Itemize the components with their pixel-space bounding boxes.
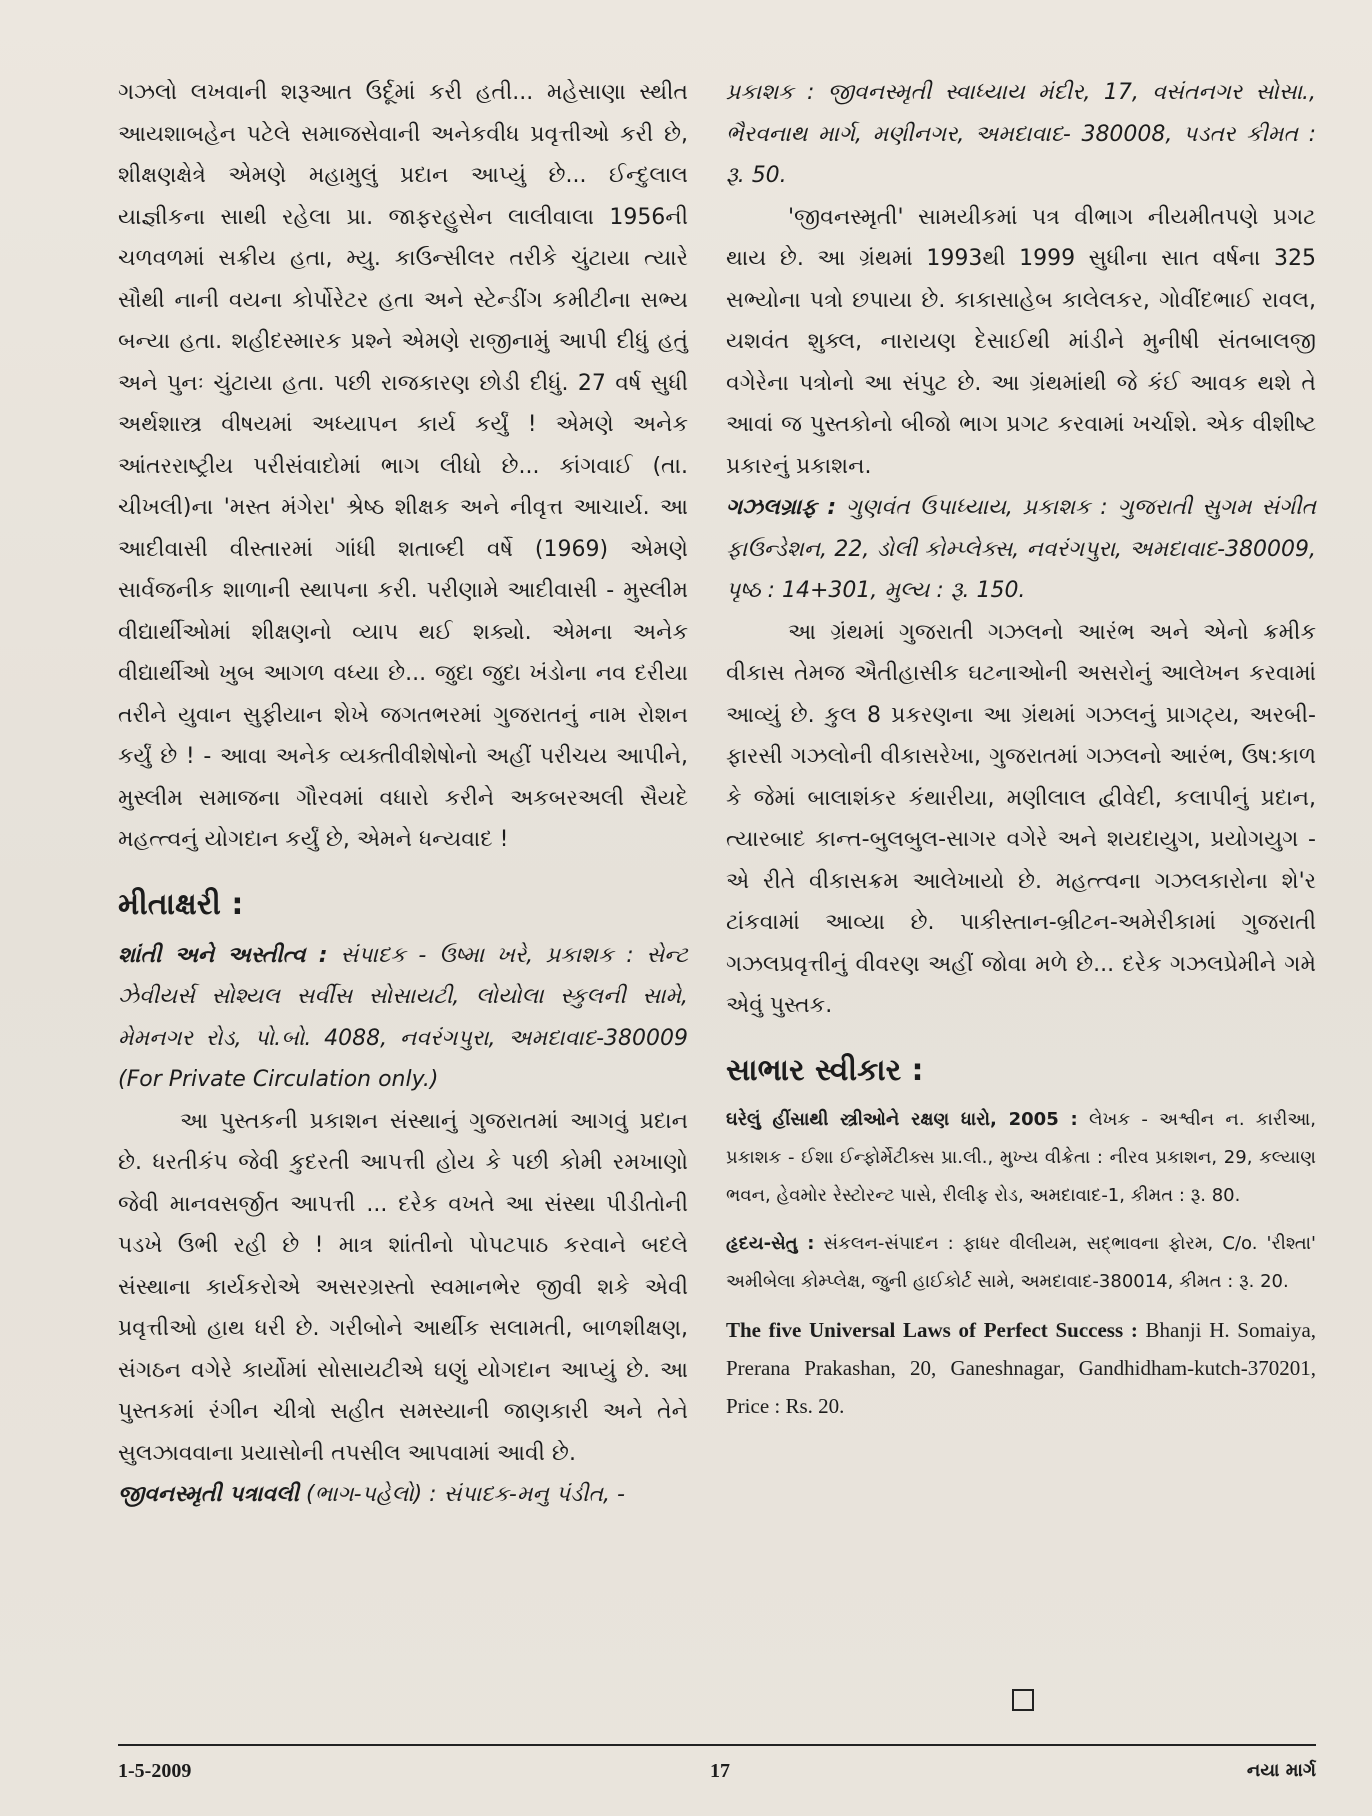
paragraph-intro: ગઝલો લખવાની શરૂઆત ઉર્દૂમાં કરી હતી... મહેસાણા સ્થીત આયશાબહેન પટેલે સમાજસેવાની અનેકવીધ પ્રવૃત્તીઓ કરી છે, શીક્ષણક્ષેત્રે એમણે મહામુલું પ્રદાન આપ્યું છે... ઈન્દુલાલ યાજ્ઞીકના સાથી રહેલા પ્રા. જાફરહુસેન લાલીવાલા 1956ની ચળવળમાં સક્રીય હતા, મ્યુ. કાઉન્સીલર તરીકે ચુંટાયા ત્યારે સૌથી નાની વયના કોર્પોરેટર હતા અને સ્ટેન્ડીંગ કમીટીના સભ્ય બન્યા હતા. શહીદસ્મારક પ્રશ્ને એમણે રાજીનામું આપી દીધું હતું અને પુનઃ ચુંટાયા હતા. પછી રાજકારણ છોડી દીધું. 27 વર્ષ સુધી અર્થશાસ્ત્ર વીષયમાં અધ્યાપન કાર્ય કર્યું ! એમણે અનેક આંતરરાષ્ટ્રીય પરીસંવાદોમાં ભાગ લીધો છે... કાંગવાઈ (તા. ચીખલી)ના 'મસ્ત મંગેરા' શ્રેષ્ઠ શીક્ષક અને નીવૃત્ત આચાર્ય. આ આદીવાસી વીસ્તારમાં ગાંધી શતાબ્દી વર્ષે (1969) એમણે સાર્વજનીક શાળાની સ્થાપના કરી. પરીણામે આદીવાસી - મુસ્લીમ વીદ્યાર્થીઓમાં શીક્ષણનો વ્યાપ થઈ શક્યો. એમના અનેક વીદ્યાર્થીઓ ખુબ આગળ વધ્યા છે... જુદા જુદા ખંડોના નવ દરીયા તરીને યુવાન સુફીયાન શેખે જગતભરમાં ગુજરાતનું નામ રોશન કર્યું છે ! - આવા અનેક વ્યક્તીવીશેષોનો અહીં પરીચય આપીને, મુસ્લીમ સમાજના ગૌરવમાં વધારો કરીને અકબરઅલી સૈયદે મહત્ત્વનું યોગદાન કર્યું છે, એમને ધન્યવાદ ! bbox=[118, 80, 688, 852]
book-details-jivansmruti-start: (ભાગ-પહેલો) : સંપાદક-મનુ પંડીત, - bbox=[305, 1482, 625, 1507]
section-heading-mitakshari: મીતાક્ષરી : bbox=[118, 886, 244, 922]
end-square-icon bbox=[1012, 1689, 1034, 1711]
book-review-jivansmruti: 'જીવનસ્મૃતી' સામયીકમાં પત્ર વીભાગ નીયમીતપણે પ્રગટ થાય છે. આ ગ્રંથમાં 1993થી 1999 સુધીના સાત વર્ષના 325 સભ્યોના પત્રો છપાયા છે. કાકાસાહેબ કાલેલકર, ગોવીંદભાઈ રાવલ, યશવંત શુક્લ, નારાયણ દેસાઈથી માંડીને મુનીષી સંતબાલજી વગેરેના પત્રોનો આ સંપુટ છે. આ ગ્રંથમાંથી જે કંઈ આવક થશે તે આવાં જ પુસ્તકોનો બીજો ભાગ પ્રગટ કરવામાં ખર્ચાશે. એક વીશીષ્ટ પ્રકારનું પ્રકાશન. bbox=[726, 204, 1316, 479]
right-column bbox=[726, 72, 1316, 1435]
ack-details-3: Bhanji H. Somaiya, Prerana Prakashan, 20, Ganeshnagar, Gandhidham-kutch-370201, Price : Rs. 20. bbox=[726, 1317, 1317, 1418]
book-review-shanti: આ પુસ્તકની પ્રકાશન સંસ્થાનું ગુજરાતમાં આગવું પ્રદાન છે. ધરતીકંપ જેવી કુદરતી આપત્તી હોય કે પછી કોમી રમખાણો જેવી માનવસર્જીત આપત્તી ... દરેક વખતે આ સંસ્થા પીડીતોની પડખે ઉભી રહી છે ! માત્ર શાંતીનો પોપટપાઠ કરવાને બદલે સંસ્થાના કાર્યકરોએ અસરગ્રસ્તો સ્વમાનભેર જીવી શકે એવી પ્રવૃત્તીઓ હાથ ધરી છે. ગરીબોને આર્થીક સલામતી, બાળશીક્ષણ, સંગઠન વગેરે કાર્યોમાં સોસાયટીએ ઘણું યોગદાન આપ્યું છે. આ પુસ્તકમાં રંગીન ચીત્રો સહીત સમસ્યાની જાણકારી અને તેને સુલઝાવવાના પ્રયાસોની તપસીલ આપવામાં આવી છે. bbox=[118, 1108, 688, 1466]
ack-entry-2 bbox=[726, 1225, 1316, 1301]
book-entry-shanti bbox=[118, 935, 688, 1101]
book-details-jivansmruti-end: પ્રકાશક : જીવનસ્મૃતી સ્વાધ્યાય મંદીર, 17, વસંતનગર સોસા., ભૈરવનાથ માર્ગ, મણીનગર, અમદાવાદ- 380008, પડતર કીમત : રૂ. 50. bbox=[726, 80, 1316, 188]
footer-date: 1-5-2009 bbox=[118, 1760, 192, 1782]
book-title-shanti: શાંતી અને અસ્તીત્વ : bbox=[118, 942, 328, 968]
footer-divider bbox=[118, 1744, 1316, 1746]
ack-title-1: ઘરેલું હીંસાથી સ્ત્રીઓને રક્ષણ ધારો, 2005 : bbox=[726, 1108, 1078, 1130]
book-entry-jivansmruti-start bbox=[118, 1474, 688, 1516]
section-heading-acknowledgement: સાભાર સ્વીકાર : bbox=[726, 1052, 924, 1088]
ack-entry-3 bbox=[726, 1311, 1316, 1425]
ack-title-3: The five Universal Laws of Perfect Success : bbox=[726, 1317, 1138, 1342]
book-title-jivansmruti: જીવનસ્મૃતી પત્રાવલી bbox=[118, 1482, 299, 1507]
page-number: 17 bbox=[710, 1760, 730, 1782]
book-review-gazalgraph: આ ગ્રંથમાં ગુજરાતી ગઝલનો આરંભ અને એનો ક્રમીક વીકાસ તેમજ ઐતીહાસીક ઘટનાઓની અસરોનું આલેખન કરવામાં આવ્યું છે. કુલ 8 પ્રકરણના આ ગ્રંથમાં ગઝલનું પ્રાગટ્ય, અરબી-ફારસી ગઝલોની વીકાસરેખા, ગુજરાતમાં ગઝલનો આરંભ, ઉષ:કાળ કે જેમાં બાલાશંકર કંથારીયા, મણીલાલ દ્વીવેદી, કલાપીનું પ્રદાન, ત્યારબાદ કાન્ત-બુલબુલ-સાગર વગેરે અને શયદાયુગ, પ્રયોગયુગ - એ રીતે વીકાસક્રમ આલેખાયો છે. મહત્ત્વના ગઝલકારોના શે'ર ટાંકવામાં આવ્યા છે. પાકીસ્તાન-બ્રીટન-અમેરીકામાં ગુજરાતી ગઝલપ્રવૃત્તીનું વીવરણ અહીં જોવા મળે છે... દરેક ગઝલપ્રેમીને ગમે એવું પુસ્તક. bbox=[726, 619, 1316, 1018]
ack-title-2: હૃદય-સેતુ : bbox=[726, 1232, 815, 1254]
magazine-title: નયા માર્ગ bbox=[1246, 1760, 1316, 1781]
ack-details-1: લેખક - અશ્વીન ન. કારીઆ, પ્રકાશક - ઈશા ઈન્ફોર્મેટીક્સ પ્રા.લી., મુખ્ય વીક્રેતા : નીરવ પ્રકાશન, 29, કલ્યાણ ભવન, હેવમોર રેસ્ટોરન્ટ પાસે, રીલીફ રોડ, અમદાવાદ-1, કીમત : રૂ. 80. bbox=[726, 1108, 1316, 1206]
book-details-shanti: સંપાદક - ઉષ્મા ખરે, પ્રકાશક : સેન્ટ ઝેવીયર્સ સોશ્યલ સર્વીસ સોસાયટી, લોયોલા સ્કુલની સામે, મેમનગર રોડ, પો.બો. 4088, નવરંગપુરા, અમદાવાદ-380009 (For Private Circulation only.) bbox=[118, 942, 688, 1092]
book-title-gazalgraph: ગઝલગ્રાફ : bbox=[726, 495, 837, 520]
left-column bbox=[118, 72, 688, 1516]
book-entry-gazalgraph bbox=[726, 487, 1316, 612]
ack-details-2: સંકલન-સંપાદન : ફાધર વીલીયમ, સદ્ભાવના ફોરમ, C/o. 'રીશ્તા' અમીબેલા કોમ્પ્લેક્ષ, જુની હાઈકોર્ટ સામે, અમદાવાદ-380014, કીમત : રૂ. 20. bbox=[726, 1232, 1316, 1292]
ack-entry-1 bbox=[726, 1101, 1316, 1215]
book-details-gazalgraph: ગુણવંત ઉપાધ્યાય, પ્રકાશક : ગુજરાતી સુગમ સંગીત ફાઉન્ડેશન, 22, ડોલી કોમ્પ્લેક્સ, નવરંગપુરા, અમદાવાદ-380009, પૃષ્ઠ : 14+301, મુલ્ય : રૂ. 150. bbox=[726, 495, 1317, 603]
